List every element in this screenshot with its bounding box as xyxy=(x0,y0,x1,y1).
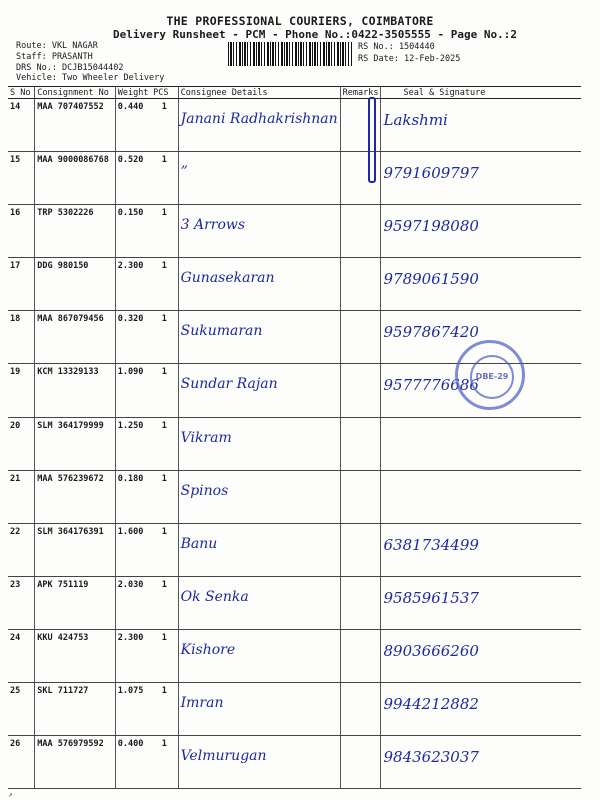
row-consignment-no: MAA 867079456 xyxy=(35,311,115,364)
table-row xyxy=(8,470,581,523)
table-row xyxy=(8,152,581,205)
row-signature: Lakshmi xyxy=(381,99,581,152)
row-consignee: Janani Radhakrishnan xyxy=(178,99,340,152)
row-pcs: 1 xyxy=(151,736,178,789)
col-signature: Seal & Signature xyxy=(381,87,581,99)
row-signature xyxy=(381,417,581,470)
row-sno: 16 xyxy=(8,205,35,258)
row-consignee: Sukumaran xyxy=(178,311,340,364)
row-signature: 9597867420 xyxy=(381,311,581,364)
row-consignee: Banu xyxy=(178,523,340,576)
row-consignment-no: SLM 364176391 xyxy=(35,523,115,576)
drs-number: DRS No.: DCJB15044402 xyxy=(16,63,124,73)
row-signature: 9789061590 xyxy=(381,258,581,311)
table-row xyxy=(8,576,581,629)
row-sno: 18 xyxy=(8,311,35,364)
row-consignment-no: KKU 424753 xyxy=(35,629,115,682)
row-weight: 2.300 xyxy=(115,258,151,311)
row-sno: 26 xyxy=(8,736,35,789)
row-consignee: Sundar Rajan xyxy=(178,364,340,417)
row-signature: 9944212882 xyxy=(381,683,581,736)
row-pcs: 1 xyxy=(151,470,178,523)
seal-stamp xyxy=(455,340,525,410)
row-weight: 1.090 xyxy=(115,364,151,417)
runsheet-subtitle: Delivery Runsheet - PCM - Phone No.:0422-3505555 - Page No.:2 xyxy=(113,28,517,41)
row-remarks xyxy=(340,629,381,682)
row-weight: 1.075 xyxy=(115,683,151,736)
table-row xyxy=(8,683,581,736)
row-remarks xyxy=(340,576,381,629)
row-signature: 9791609797 xyxy=(381,152,581,205)
row-consignee: Imran xyxy=(178,683,340,736)
row-sno: 24 xyxy=(8,629,35,682)
row-pcs: 1 xyxy=(151,99,178,152)
row-consignment-no: MAA 576979592 xyxy=(35,736,115,789)
row-pcs: 1 xyxy=(151,683,178,736)
col-remarks: Remarks xyxy=(340,87,381,99)
row-pcs: 1 xyxy=(151,523,178,576)
row-signature: 9577776686 xyxy=(381,364,581,417)
col-sno: S No xyxy=(8,87,35,99)
row-remarks xyxy=(340,470,381,523)
corner-mark: ↗ xyxy=(8,790,13,799)
barcode-image xyxy=(228,42,352,66)
row-consignee: 3 Arrows xyxy=(178,205,340,258)
row-consignee: Kishore xyxy=(178,629,340,682)
row-consignment-no: DDG 980150 xyxy=(35,258,115,311)
staff-label: Staff: PRASANTH xyxy=(16,52,93,62)
row-consignee: ” xyxy=(178,152,340,205)
row-weight: 2.030 xyxy=(115,576,151,629)
row-sno: 23 xyxy=(8,576,35,629)
row-signature: 9843623037 xyxy=(381,736,581,789)
row-sno: 22 xyxy=(8,523,35,576)
rs-date: RS Date: 12-Feb-2025 xyxy=(358,54,461,64)
row-consignment-no: TRP 5302226 xyxy=(35,205,115,258)
row-pcs: 1 xyxy=(151,205,178,258)
row-consignment-no: SKL 711727 xyxy=(35,683,115,736)
table-header-row xyxy=(8,87,581,99)
row-consignee: Spinos xyxy=(178,470,340,523)
company-title: THE PROFESSIONAL COURIERS, COIMBATORE xyxy=(166,14,434,28)
row-pcs: 1 xyxy=(151,258,178,311)
col-consignee: Consignee Details xyxy=(178,87,340,99)
row-weight: 1.250 xyxy=(115,417,151,470)
row-sno: 15 xyxy=(8,152,35,205)
row-sno: 17 xyxy=(8,258,35,311)
row-consignment-no: SLM 364179999 xyxy=(35,417,115,470)
row-sno: 25 xyxy=(8,683,35,736)
col-pcs: PCS xyxy=(151,87,178,99)
row-weight: 0.320 xyxy=(115,311,151,364)
delivery-table xyxy=(8,86,581,789)
table-row xyxy=(8,629,581,682)
row-weight: 0.400 xyxy=(115,736,151,789)
row-pcs: 1 xyxy=(151,576,178,629)
remarks-mark xyxy=(368,97,376,183)
row-weight: 2.300 xyxy=(115,629,151,682)
row-pcs: 1 xyxy=(151,152,178,205)
table-row xyxy=(8,523,581,576)
row-signature: 8903666260 xyxy=(381,629,581,682)
row-remarks xyxy=(340,258,381,311)
row-remarks xyxy=(340,311,381,364)
table-row xyxy=(8,736,581,789)
row-remarks xyxy=(340,683,381,736)
table-row xyxy=(8,258,581,311)
rs-number: RS No.: 1504440 xyxy=(358,42,435,52)
table-row xyxy=(8,99,581,152)
row-signature: 6381734499 xyxy=(381,523,581,576)
row-consignee: Vikram xyxy=(178,417,340,470)
row-consignee: Ok Senka xyxy=(178,576,340,629)
row-signature: 9597198080 xyxy=(381,205,581,258)
row-consignment-no: MAA 576239672 xyxy=(35,470,115,523)
row-remarks xyxy=(340,364,381,417)
col-consignment: Consignment No xyxy=(35,87,115,99)
row-remarks xyxy=(340,205,381,258)
stamp-code: DBE-29 xyxy=(470,355,514,399)
row-consignment-no: MAA 9000086768 xyxy=(35,152,115,205)
vehicle-label: Vehicle: Two Wheeler Delivery xyxy=(16,73,165,83)
row-consignee: Velmurugan xyxy=(178,736,340,789)
row-pcs: 1 xyxy=(151,364,178,417)
row-remarks xyxy=(340,523,381,576)
row-sno: 14 xyxy=(8,99,35,152)
col-weight: Weight xyxy=(115,87,151,99)
row-pcs: 1 xyxy=(151,417,178,470)
table-row xyxy=(8,205,581,258)
row-weight: 0.520 xyxy=(115,152,151,205)
table-row xyxy=(8,417,581,470)
row-weight: 0.440 xyxy=(115,99,151,152)
route-label: Route: VKL NAGAR xyxy=(16,41,98,51)
row-remarks xyxy=(340,417,381,470)
row-pcs: 1 xyxy=(151,629,178,682)
row-sno: 21 xyxy=(8,470,35,523)
row-consignment-no: APK 751119 xyxy=(35,576,115,629)
row-weight: 0.180 xyxy=(115,470,151,523)
row-consignment-no: KCM 13329133 xyxy=(35,364,115,417)
row-signature xyxy=(381,470,581,523)
row-weight: 0.150 xyxy=(115,205,151,258)
row-pcs: 1 xyxy=(151,311,178,364)
row-sno: 20 xyxy=(8,417,35,470)
row-consignment-no: MAA 707407552 xyxy=(35,99,115,152)
row-weight: 1.600 xyxy=(115,523,151,576)
row-consignee: Gunasekaran xyxy=(178,258,340,311)
row-remarks xyxy=(340,736,381,789)
row-signature: 9585961537 xyxy=(381,576,581,629)
row-sno: 19 xyxy=(8,364,35,417)
